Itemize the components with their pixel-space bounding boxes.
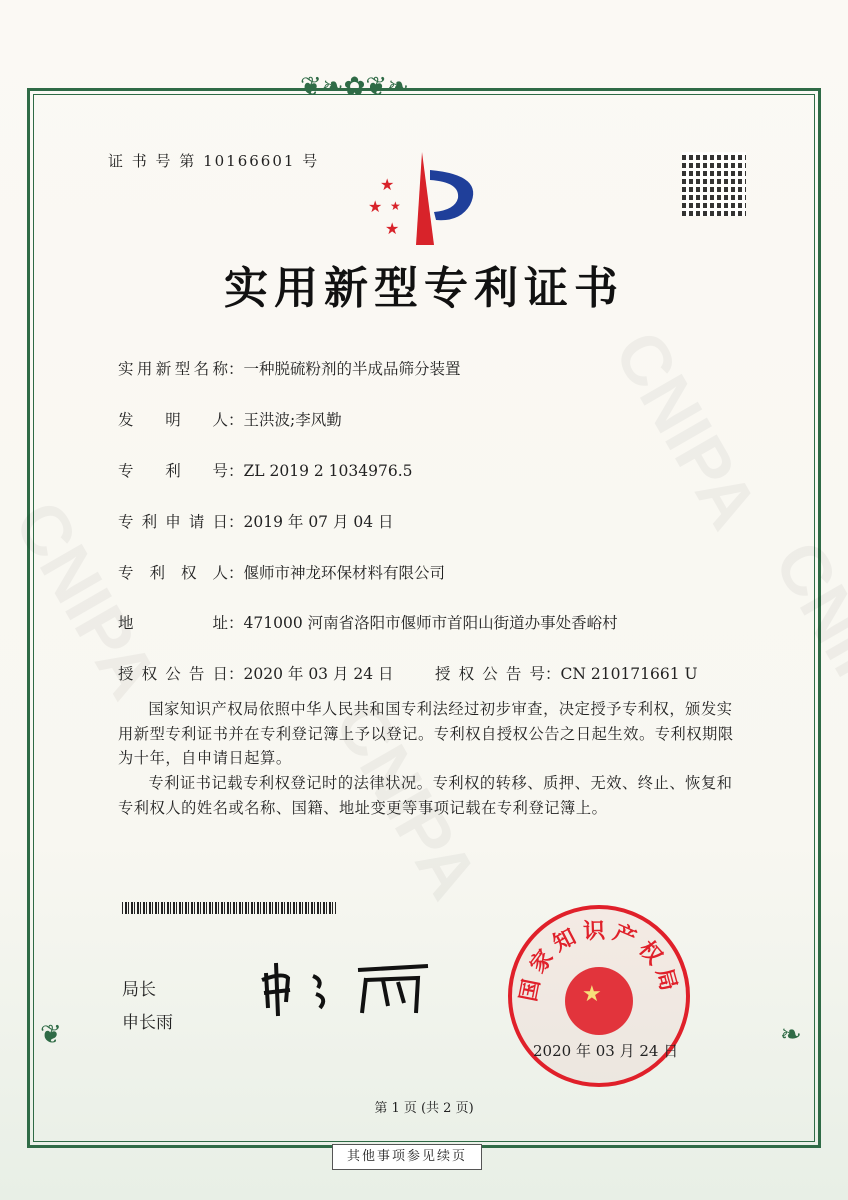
field-grant-number: 授权公告号：CN 210171661 U bbox=[435, 662, 698, 684]
field-filing-date: 专利申请日：2019 年 07 月 04 日 bbox=[118, 510, 394, 532]
field-label: 发明人 bbox=[118, 411, 228, 429]
field-value: 偃师市神龙环保材料有限公司 bbox=[243, 564, 446, 582]
field-value: 2019 年 07 月 04 日 bbox=[243, 513, 394, 531]
body-paragraph: 国家知识产权局依照中华人民共和国专利法经过初步审查，决定授予专利权，颁发实用新型专利证书并在专利登记簿上予以登记。专利权自授权公告之日起生效。专利权期限为十年，自申请日起算。 bbox=[118, 700, 734, 767]
signatory-title: 局长 bbox=[122, 980, 156, 1000]
floral-ornament-icon: ❧ bbox=[780, 1020, 802, 1050]
field-label: 专利权人 bbox=[118, 564, 228, 582]
field-grant-date: 授权公告日：2020 年 03 月 24 日 bbox=[118, 662, 394, 684]
field-value: CN 210171661 U bbox=[560, 665, 698, 683]
page-number: 第 1 页 (共 2 页) bbox=[374, 1101, 474, 1116]
signatory-name: 申长雨 bbox=[122, 1013, 173, 1033]
field-label: 专利申请日 bbox=[118, 513, 228, 531]
field-value: ZL 2019 2 1034976.5 bbox=[243, 462, 413, 480]
floral-ornament-icon: ❦ bbox=[40, 1020, 62, 1050]
field-label: 授权公告日 bbox=[118, 665, 228, 683]
floral-ornament-icon: ❦❧✿❦❧ bbox=[300, 72, 409, 102]
field-value: 2020 年 03 月 24 日 bbox=[243, 665, 394, 683]
seal-date: 2020 年 03 月 24 日 bbox=[533, 1042, 679, 1060]
svg-text:国家知识产权局: 国家知识产权局 bbox=[515, 917, 684, 1004]
cnipa-logo-icon bbox=[360, 150, 490, 250]
certificate-number: 证 书 号 第 10166601 号 bbox=[108, 152, 320, 170]
svg-text:★: ★ bbox=[385, 219, 400, 238]
field-patentee: 专利权人：偃师市神龙环保材料有限公司 bbox=[118, 561, 445, 583]
svg-text:★: ★ bbox=[368, 197, 383, 216]
field-label: 专利号 bbox=[118, 462, 228, 480]
field-address: 地址：471000 河南省洛阳市偃师市首阳山街道办事处香峪村 bbox=[118, 611, 618, 633]
signature-icon bbox=[258, 958, 438, 1018]
svg-text:★: ★ bbox=[390, 199, 401, 213]
field-value: 一种脱硫粉剂的半成品筛分装置 bbox=[243, 360, 461, 378]
svg-text:★: ★ bbox=[380, 175, 395, 194]
field-patent-number: 专利号：ZL 2019 2 1034976.5 bbox=[118, 459, 413, 481]
page-title: 实用新型专利证书 bbox=[224, 263, 624, 314]
field-label: 实用新型名称 bbox=[118, 360, 228, 378]
qr-code bbox=[682, 152, 746, 216]
svg-text:★: ★ bbox=[582, 982, 602, 1007]
body-paragraph: 专利证书记载专利权登记时的法律状况。专利权的转移、质押、无效、终止、恢复和专利权人的姓名或名称、国籍、地址变更等事项记载在专利登记簿上。 bbox=[118, 774, 733, 817]
field-inventor: 发明人：王洪波;李风勤 bbox=[118, 408, 342, 430]
field-value: 471000 河南省洛阳市偃师市首阳山街道办事处香峪村 bbox=[243, 614, 618, 632]
field-label: 授权公告号 bbox=[435, 665, 545, 683]
continued-note: 其他事项参见续页 bbox=[332, 1144, 482, 1170]
barcode bbox=[122, 902, 336, 914]
field-label: 地址 bbox=[118, 614, 228, 632]
field-value: 王洪波;李风勤 bbox=[243, 411, 342, 429]
field-name: 实用新型名称：一种脱硫粉剂的半成品筛分装置 bbox=[118, 357, 461, 379]
